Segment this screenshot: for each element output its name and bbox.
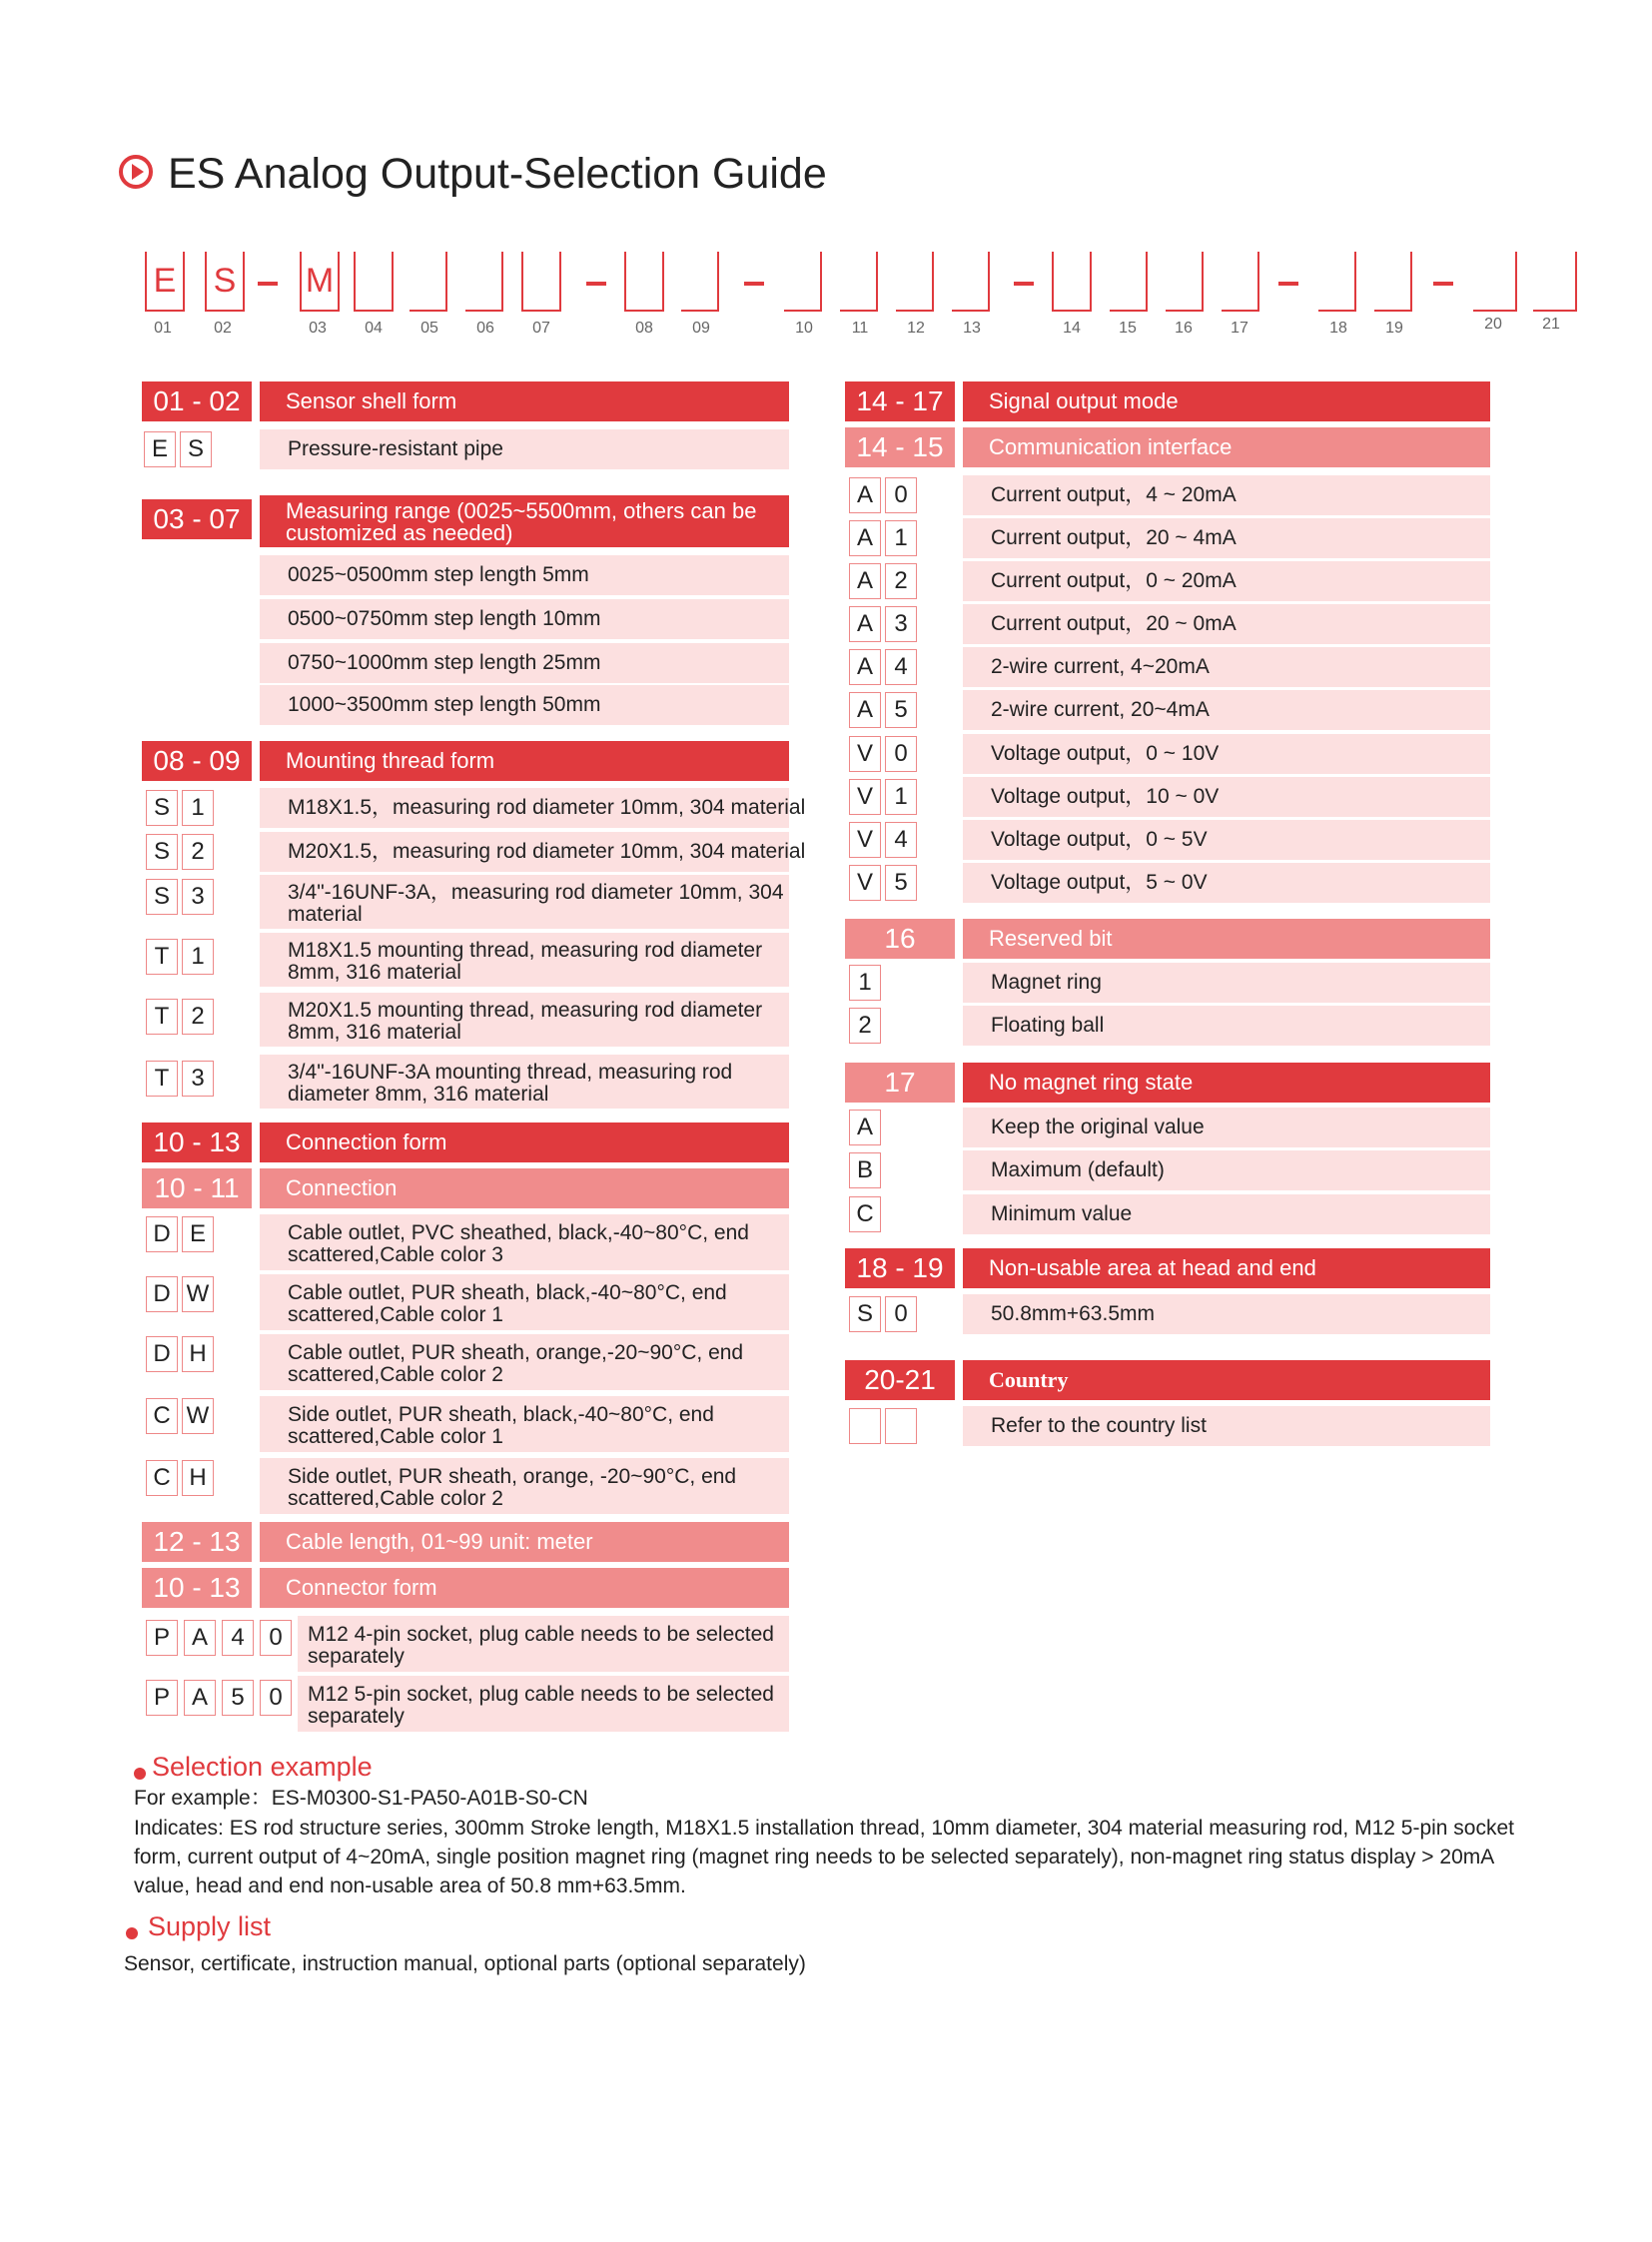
option-text: Current output，20 ~ 0mA (963, 604, 1490, 644)
option-text: Maximum (default) (963, 1150, 1490, 1190)
option-text: Pressure-resistant pipe (260, 429, 789, 469)
option-text: 1000~3500mm step length 50mm (260, 685, 789, 725)
code-box: V (849, 779, 881, 815)
example-line: For example：ES-M0300-S1-PA50-A01B-S0-CN (134, 1787, 588, 1810)
code-box: C (146, 1460, 178, 1496)
slot-number: 21 (1542, 316, 1560, 333)
supply-list-heading: Supply list (148, 1911, 272, 1941)
slot-number: 06 (476, 320, 494, 337)
play-circle-icon (118, 154, 154, 190)
option-text: Voltage output，10 ~ 0V (963, 777, 1490, 817)
option-text: 3/4"-16UNF-3A mounting thread, measuring rod diameter 8mm, 316 material (260, 1055, 789, 1109)
section-code: 14 - 15 (845, 427, 955, 467)
slot-19 (1374, 252, 1412, 312)
code-box: 3 (182, 879, 214, 915)
section-title: Non-usable area at head and end (963, 1248, 1490, 1288)
slot-dash (1014, 282, 1034, 286)
slot-number: 02 (214, 320, 232, 337)
slot-12 (896, 252, 934, 312)
code-box: 0 (885, 477, 917, 513)
code-box: S (146, 834, 178, 870)
section-code: 10 - 13 (142, 1568, 252, 1608)
option-text: 0025~0500mm step length 5mm (260, 555, 789, 595)
code-box: S (180, 431, 212, 467)
code-box: C (849, 1196, 881, 1232)
option-text: M18X1.5，measuring rod diameter 10mm, 304 material (260, 788, 789, 828)
code-box: T (146, 939, 178, 975)
slot-number: 19 (1385, 320, 1403, 337)
code-box: 1 (182, 939, 214, 975)
option-text: Minimum value (963, 1194, 1490, 1234)
code-box: S (146, 790, 178, 826)
section-code: 16 (845, 919, 955, 959)
slot-number: 17 (1231, 320, 1248, 337)
slot-03: M (300, 252, 340, 312)
option-text: Voltage output，0 ~ 10V (963, 734, 1490, 774)
supply-list-text: Sensor, certificate, instruction manual, optional parts (optional separately) (124, 1952, 806, 1975)
code-box: 3 (182, 1061, 214, 1097)
slot-number: 16 (1175, 320, 1193, 337)
example-description: Indicates: ES rod structure series, 300mm Stroke length, M18X1.5 installation thread, 10mm diameter, 304 material measuring rod, M12 5-pin socket form, current output of 4~20mA, single position magnet ring (magnet ring needs to be selected separately), non-magnet ring status display > 20mA value, head and end non-usable area of 50.8 mm+63.5mm. (134, 1817, 1515, 1897)
option-text: 50.8mm+63.5mm (963, 1294, 1490, 1334)
code-box: S (849, 1296, 881, 1332)
section-title: Connection (260, 1168, 789, 1208)
option-text: M20X1.5 mounting thread, measuring rod diameter 8mm, 316 material (260, 993, 789, 1047)
section-code: 12 - 13 (142, 1522, 252, 1562)
code-box: H (182, 1460, 214, 1496)
code-box: D (146, 1336, 178, 1372)
slot-08 (624, 252, 664, 312)
slot-number: 01 (154, 320, 172, 337)
page-title: ES Analog Output-Selection Guide (168, 150, 827, 198)
bullet-icon (126, 1927, 138, 1939)
slot-dash (258, 282, 278, 286)
section-title: Mounting thread form (260, 741, 789, 781)
selection-example-heading: Selection example (152, 1752, 373, 1782)
option-text: Cable outlet, PUR sheath, orange,-20~90°C, end scattered,Cable color 2 (260, 1334, 789, 1390)
code-box: W (182, 1398, 214, 1434)
slot-13 (952, 252, 990, 312)
section-title: Signal output mode (963, 381, 1490, 421)
code-box: E (144, 431, 176, 467)
slot-18 (1318, 252, 1356, 312)
code-box: A (849, 606, 881, 642)
code-box: V (849, 736, 881, 772)
slot-10 (784, 252, 822, 312)
slot-11 (840, 252, 878, 312)
code-box: 1 (182, 790, 214, 826)
code-box: V (849, 822, 881, 858)
code-box: 2 (885, 563, 917, 599)
code-box: D (146, 1216, 178, 1252)
slot-dash (744, 282, 764, 286)
slot-number: 08 (635, 320, 653, 337)
code-box: 5 (222, 1680, 254, 1716)
code-box: T (146, 999, 178, 1035)
slot-21 (1533, 252, 1577, 312)
slot-number: 20 (1484, 316, 1502, 333)
option-text: Magnet ring (963, 963, 1490, 1003)
code-box: S (146, 879, 178, 915)
code-box: 3 (885, 606, 917, 642)
section-code: 20-21 (845, 1360, 955, 1400)
option-text: Side outlet, PUR sheath, orange, -20~90°C, end scattered,Cable color 2 (260, 1458, 789, 1514)
section-title: Reserved bit (963, 919, 1490, 959)
code-box: A (849, 649, 881, 685)
slot-number: 05 (420, 320, 438, 337)
code-box: 0 (885, 736, 917, 772)
code-box: D (146, 1276, 178, 1312)
code-box (885, 1408, 917, 1444)
code-box: 5 (885, 865, 917, 901)
code-box: 2 (182, 999, 214, 1035)
code-box (849, 1408, 881, 1444)
section-title: Cable length, 01~99 unit: meter (260, 1522, 789, 1562)
code-box: 0 (260, 1620, 292, 1656)
option-text: M12 4-pin socket, plug cable needs to be selected separately (298, 1616, 789, 1672)
section-title: No magnet ring state (963, 1063, 1490, 1103)
code-box: C (146, 1398, 178, 1434)
section-code: 14 - 17 (845, 381, 955, 421)
slot-04 (354, 252, 394, 312)
code-box: A (849, 520, 881, 556)
code-box: H (182, 1336, 214, 1372)
slot-dash (1278, 282, 1298, 286)
code-box: 4 (885, 649, 917, 685)
slot-number: 18 (1329, 320, 1347, 337)
code-box: A (184, 1620, 216, 1656)
section-title: Communication interface (963, 427, 1490, 467)
section-code: 18 - 19 (845, 1248, 955, 1288)
slot-number: 04 (365, 320, 383, 337)
code-box: W (182, 1276, 214, 1312)
section-code: 10 - 11 (142, 1168, 252, 1208)
option-text: Current output，4 ~ 20mA (963, 475, 1490, 515)
option-text: Cable outlet, PVC sheathed, black,-40~80°C, end scattered,Cable color 3 (260, 1214, 789, 1270)
slot-05 (410, 252, 447, 312)
option-text: M12 5-pin socket, plug cable needs to be selected separately (298, 1676, 789, 1732)
option-text: Keep the original value (963, 1108, 1490, 1147)
slot-06 (465, 252, 503, 312)
slot-number: 14 (1063, 320, 1081, 337)
option-text: Refer to the country list (963, 1406, 1490, 1446)
code-box: 2 (182, 834, 214, 870)
option-text: Cable outlet, PUR sheath, black,-40~80°C, end scattered,Cable color 1 (260, 1274, 789, 1330)
code-box: 4 (222, 1620, 254, 1656)
slot-16 (1166, 252, 1204, 312)
section-title: Sensor shell form (260, 381, 789, 421)
option-text: M18X1.5 mounting thread, measuring rod diameter 8mm, 316 material (260, 933, 789, 987)
slot-number: 15 (1119, 320, 1137, 337)
slot-number: 10 (795, 320, 813, 337)
code-box: 2 (849, 1008, 881, 1044)
slot-number: 09 (692, 320, 710, 337)
slot-17 (1222, 252, 1259, 312)
section-code: 03 - 07 (142, 499, 252, 539)
bullet-icon (134, 1768, 146, 1780)
option-text: 0750~1000mm step length 25mm (260, 643, 789, 683)
code-box: T (146, 1061, 178, 1097)
section-code: 10 - 13 (142, 1122, 252, 1162)
code-box: A (849, 477, 881, 513)
slot-20 (1473, 252, 1517, 312)
section-code: 17 (845, 1063, 955, 1103)
section-title: Connection form (260, 1122, 789, 1162)
option-text: 3/4"-16UNF-3A，measuring rod diameter 10mm, 304 material (260, 875, 789, 929)
slot-dash (1433, 282, 1453, 286)
code-box: 1 (885, 520, 917, 556)
section-title: Connector form (260, 1568, 789, 1608)
option-text: Current output，0 ~ 20mA (963, 561, 1490, 601)
code-box: 0 (885, 1296, 917, 1332)
slot-01: E (145, 252, 185, 312)
option-text: Current output，20 ~ 4mA (963, 518, 1490, 558)
option-text: Side outlet, PUR sheath, black,-40~80°C, end scattered,Cable color 1 (260, 1396, 789, 1452)
code-box: A (184, 1680, 216, 1716)
option-text: Voltage output，5 ~ 0V (963, 863, 1490, 903)
slot-02: S (205, 252, 245, 312)
option-text: M20X1.5，measuring rod diameter 10mm, 304 material (260, 832, 789, 872)
code-box: 5 (885, 692, 917, 728)
code-box: P (146, 1620, 178, 1656)
code-box: 0 (260, 1680, 292, 1716)
slot-number: 07 (532, 320, 550, 337)
option-text: Floating ball (963, 1006, 1490, 1046)
section-code: 01 - 02 (142, 381, 252, 421)
slot-14 (1052, 252, 1092, 312)
code-box: E (182, 1216, 214, 1252)
slot-dash (586, 282, 606, 286)
code-box: A (849, 1110, 881, 1145)
slot-number: 03 (309, 320, 327, 337)
slot-number: 11 (851, 320, 869, 337)
code-box: A (849, 563, 881, 599)
slot-number: 13 (963, 320, 981, 337)
option-text: 2-wire current, 20~4mA (963, 690, 1490, 730)
slot-number: 12 (907, 320, 925, 337)
model-code-slots (145, 252, 1583, 342)
code-box: 4 (885, 822, 917, 858)
code-box: P (146, 1680, 178, 1716)
slot-09 (681, 252, 719, 312)
option-text: Voltage output，0 ~ 5V (963, 820, 1490, 860)
code-box: 1 (849, 965, 881, 1001)
code-box: V (849, 865, 881, 901)
code-box: B (849, 1152, 881, 1188)
slot-07 (521, 252, 561, 312)
slot-15 (1110, 252, 1148, 312)
section-title: Country (963, 1360, 1490, 1400)
code-box: A (849, 692, 881, 728)
option-text: 0500~0750mm step length 10mm (260, 599, 789, 639)
section-code: 08 - 09 (142, 741, 252, 781)
section-title: Measuring range (0025~5500mm, others can be customized as needed) (260, 495, 789, 547)
option-text: 2-wire current, 4~20mA (963, 647, 1490, 687)
code-box: 1 (885, 779, 917, 815)
